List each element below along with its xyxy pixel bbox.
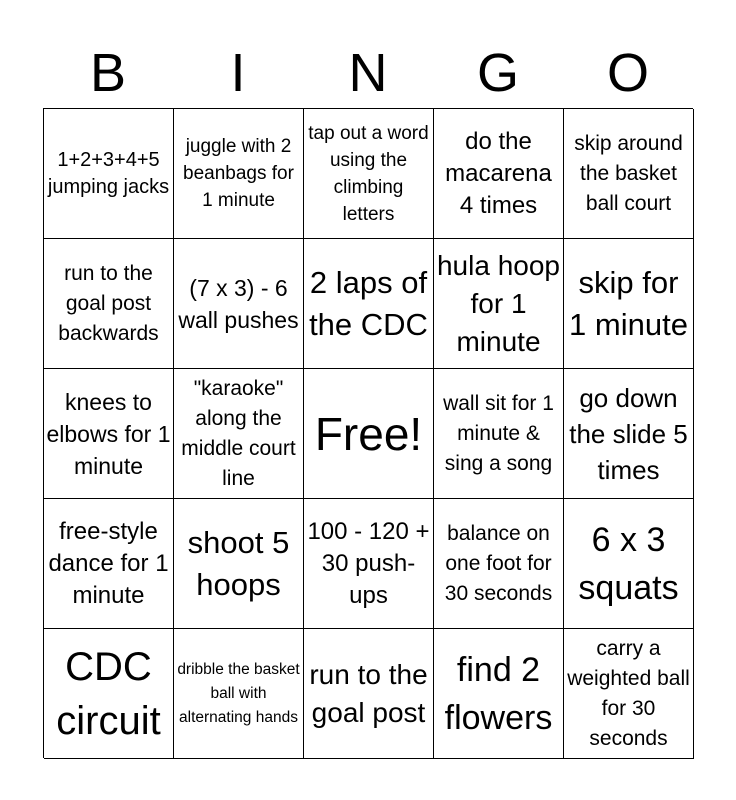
cell-text: free-style dance for 1 minute xyxy=(48,517,169,609)
bingo-cell[interactable] xyxy=(44,499,174,629)
cell-text: 2 laps of the CDC xyxy=(309,264,428,342)
cell-text: shoot 5 hoops xyxy=(187,524,290,602)
cell-text: dribble the basket ball with alternating hands xyxy=(177,660,300,726)
cell-text: do the macarena 4 times xyxy=(445,127,552,219)
cell-text: CDC circuit xyxy=(56,644,161,743)
cell-text: 100 - 120 + 30 push-ups xyxy=(307,517,430,609)
cell-text: (7 x 3) - 6 wall pushes xyxy=(178,274,299,333)
bingo-cell[interactable] xyxy=(44,109,174,239)
bingo-cell[interactable] xyxy=(44,239,174,369)
cell-text: "karaoke" along the middle court line xyxy=(181,376,296,490)
bingo-cell[interactable] xyxy=(564,499,694,629)
cell-text: run to the goal post backwards xyxy=(58,261,159,345)
free-space[interactable] xyxy=(304,369,434,499)
bingo-grid xyxy=(43,108,693,758)
bingo-cell[interactable] xyxy=(564,629,694,759)
header-letter-b: B xyxy=(89,43,127,103)
cell-text: skip around the basket ball court xyxy=(574,131,683,215)
cell-text: tap out a word using the climbing letters xyxy=(308,122,429,225)
cell-text: 1+2+3+4+5 jumping jacks xyxy=(47,148,170,198)
cell-text: wall sit for 1 minute & sing a song xyxy=(443,391,554,475)
bingo-cell[interactable] xyxy=(434,109,564,239)
bingo-cell[interactable] xyxy=(304,629,434,759)
cell-text: skip for 1 minute xyxy=(569,264,688,342)
bingo-cell[interactable] xyxy=(174,109,304,239)
bingo-cell[interactable] xyxy=(174,239,304,369)
bingo-cell[interactable] xyxy=(434,629,564,759)
bingo-cell[interactable] xyxy=(44,629,174,759)
bingo-header xyxy=(43,40,693,106)
header-letter-o: O xyxy=(606,43,649,103)
cell-text: find 2 flowers xyxy=(444,650,553,737)
bingo-cell[interactable] xyxy=(304,499,434,629)
cell-text: juggle with 2 beanbags for 1 minute xyxy=(183,136,294,211)
bingo-cell[interactable] xyxy=(434,499,564,629)
cell-text: balance on one foot for 30 seconds xyxy=(444,521,553,605)
bingo-cell[interactable] xyxy=(304,239,434,369)
header-letter-n: N xyxy=(348,43,388,103)
cell-text: Free! xyxy=(314,407,423,460)
bingo-cell[interactable] xyxy=(174,629,304,759)
cell-text: knees to elbows for 1 minute xyxy=(46,388,171,479)
cell-text: 6 x 3 squats xyxy=(578,520,679,607)
bingo-cell[interactable] xyxy=(304,109,434,239)
bingo-cell[interactable] xyxy=(174,369,304,499)
bingo-cell[interactable] xyxy=(564,239,694,369)
bingo-cell[interactable] xyxy=(44,369,174,499)
cell-text: carry a weighted ball for 30 seconds xyxy=(567,636,690,750)
bingo-cell[interactable] xyxy=(434,239,564,369)
header-letter-g: G xyxy=(476,43,519,103)
cell-text: run to the goal post xyxy=(309,658,428,728)
cell-text: go down the slide 5 times xyxy=(569,382,688,485)
bingo-cell[interactable] xyxy=(564,109,694,239)
bingo-cell[interactable] xyxy=(174,499,304,629)
bingo-cell[interactable] xyxy=(434,369,564,499)
header-letter-i: I xyxy=(230,43,246,103)
bingo-cell[interactable] xyxy=(564,369,694,499)
cell-text: hula hoop for 1 minute xyxy=(436,249,560,357)
